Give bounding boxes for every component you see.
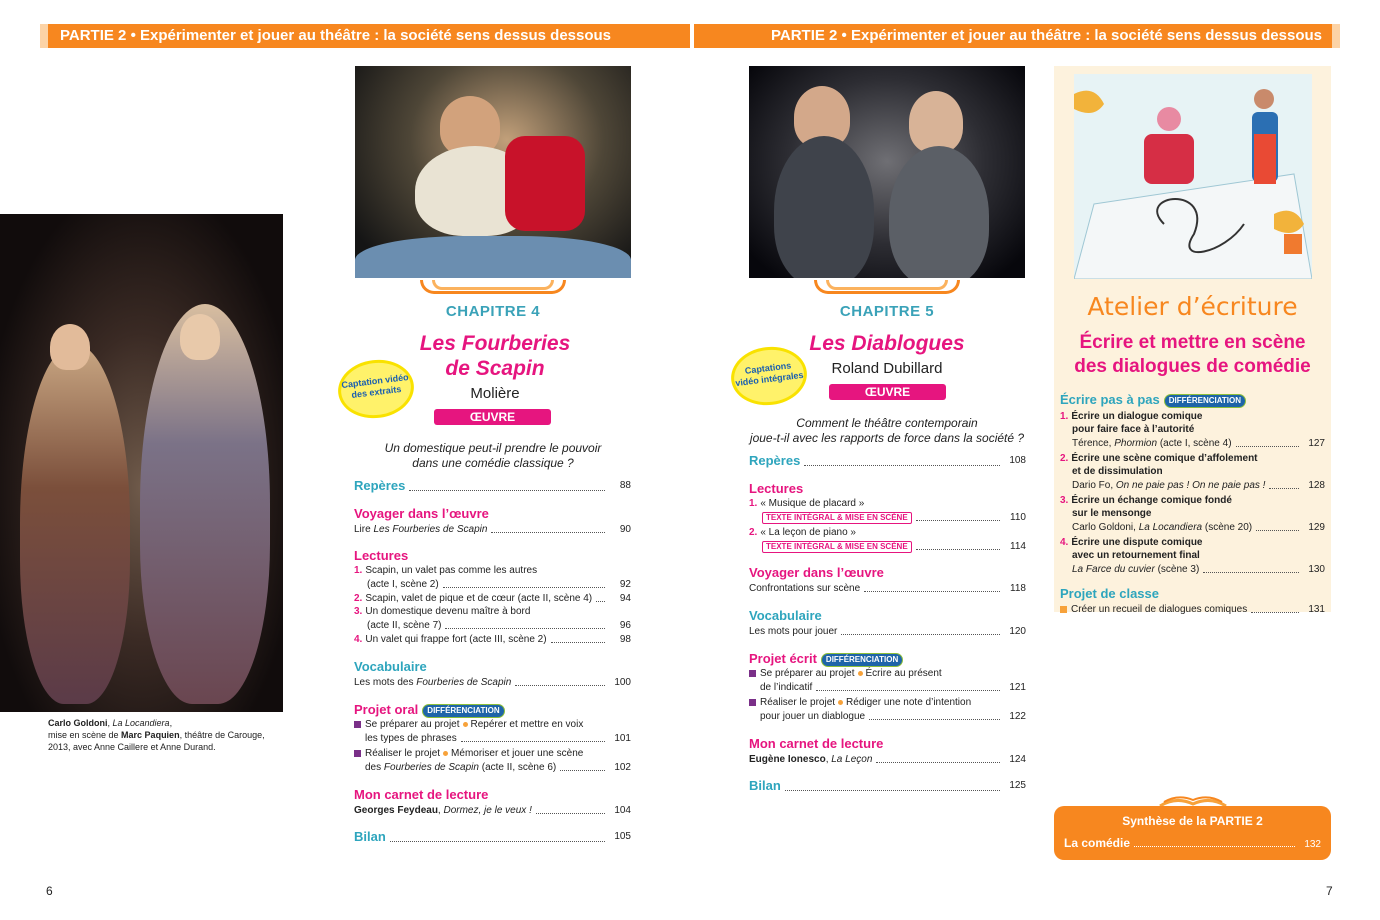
toc5-projet-heading: Projet écrit DIFFÉRENCIATION bbox=[749, 651, 1026, 667]
chapter5-title: Les Diablogues bbox=[809, 332, 965, 355]
toc5-carnet-heading: Mon carnet de lecture bbox=[749, 736, 884, 751]
header-right-cap bbox=[1332, 24, 1340, 48]
toc-projet-1[interactable]: Se préparer au projet Repérer et mettre en voix les types de phrases 101 bbox=[354, 718, 631, 745]
toc-vocabulaire-heading: Vocabulaire bbox=[354, 659, 427, 674]
synthese-item[interactable]: La comédie 132 bbox=[1064, 836, 1321, 850]
atelier-title: Écrire et mettre en scène des dialogues de comédie bbox=[1074, 332, 1311, 377]
atelier-item-2[interactable]: 2. Écrire une scène comique d’affolement et de dissimulation Dario Fo, On ne paie pas ! On ne paie pas ! 128 bbox=[1060, 453, 1325, 491]
toc-vocabulaire-item[interactable]: Les mots des Fourberies de Scapin 100 bbox=[354, 677, 631, 688]
chapter5-number: CHAPITRE 5 bbox=[839, 303, 935, 320]
page-number-right: 7 bbox=[1326, 884, 1333, 898]
video-badge-ch5[interactable]: Captations vidéo intégrales bbox=[728, 343, 811, 410]
toc-voyager-heading: Voyager dans l’œuvre bbox=[354, 506, 489, 521]
chapter4-question: Un domestique peut-il prendre le pouvoir dans une comédie classique ? bbox=[384, 441, 602, 470]
toc5-projet-1[interactable]: Se préparer au projet Écrire au présent de l’indicatif 121 bbox=[749, 667, 1026, 694]
differenciation-badge: DIFFÉRENCIATION bbox=[422, 704, 504, 718]
toc-lecture-3[interactable]: 3. Un domestique devenu maître à bord (acte II, scène 7) 96 bbox=[354, 606, 631, 631]
toc-carnet-item[interactable]: Georges Feydeau, Dormez, je le veux ! 104 bbox=[354, 805, 631, 816]
chapter4-title: Les Fourberies de Scapin bbox=[419, 332, 571, 380]
toc5-lecture-2[interactable]: 2. « La leçon de piano » TEXTE INTÉGRAL & MISE EN SCÈNE 114 bbox=[749, 527, 1026, 552]
toc5-vocabulaire-item[interactable]: Les mots pour jouer 120 bbox=[749, 626, 1026, 637]
chapter5-author: Roland Dubillard bbox=[831, 360, 943, 377]
atelier-illustration bbox=[1074, 74, 1312, 279]
chapter4-author: Molière bbox=[470, 385, 520, 402]
photo-scapin bbox=[355, 66, 631, 278]
projet-de-classe-item[interactable]: Créer un recueil de dialogues comiques 131 bbox=[1060, 603, 1325, 616]
projet-de-classe-heading: Projet de classe bbox=[1060, 586, 1159, 601]
atelier-item-3[interactable]: 3. Écrire un échange comique fondé sur le mensonge Carlo Goldoni, La Locandiera (scène 20) 129 bbox=[1060, 495, 1325, 533]
video-badge-ch4[interactable]: Captation vidéo des extraits bbox=[335, 356, 418, 423]
header-right: PARTIE 2 • Expérimenter et jouer au théâtre : la société sens dessus dessous bbox=[694, 24, 1332, 48]
header-left: PARTIE 2 • Expérimenter et jouer au théâtre : la société sens dessus dessous bbox=[48, 24, 690, 48]
toc5-lecture-1[interactable]: 1. « Musique de placard » TEXTE INTÉGRAL & MISE EN SCÈNE 110 bbox=[749, 498, 1026, 523]
toc5-voyager-item[interactable]: Confrontations sur scène 118 bbox=[749, 583, 1026, 594]
page-number-left: 6 bbox=[46, 884, 53, 898]
toc-lecture-2[interactable]: 2. Scapin, valet de pique et de cœur (acte II, scène 4) 94 bbox=[354, 593, 631, 604]
toc-lecture-1[interactable]: 1. Scapin, un valet pas comme les autres (acte I, scène 2) 92 bbox=[354, 565, 631, 590]
toc5-carnet-item[interactable]: Eugène Ionesco, La Leçon 124 bbox=[749, 754, 1026, 765]
chapter4-number: CHAPITRE 4 bbox=[445, 303, 541, 320]
toc-voyager-item[interactable]: Lire Les Fourberies de Scapin 90 bbox=[354, 524, 631, 535]
chapter5-oeuvre-integrale: ŒUVRE INTÉGRALE bbox=[829, 384, 946, 400]
atelier-item-1[interactable]: 1. Écrire un dialogue comique pour faire face à l’autorité Térence, Phormion (acte I, scène 4) 127 bbox=[1060, 411, 1325, 449]
header-left-cap bbox=[40, 24, 48, 48]
toc5-lectures-heading: Lectures bbox=[749, 481, 804, 496]
photo-caption: Carlo Goldoni, La Locandiera, mise en scène de Marc Paquien, théâtre de Carouge, 2013, avec Anne Caillere et Anne Durand. bbox=[48, 718, 265, 752]
chapter5-toc bbox=[749, 452, 1026, 794]
synthese-title: Synthèse de la PARTIE 2 bbox=[1122, 814, 1263, 828]
atelier-toc bbox=[1060, 392, 1325, 616]
toc-carnet-heading: Mon carnet de lecture bbox=[354, 787, 489, 802]
differenciation-badge: DIFFÉRENCIATION bbox=[1164, 394, 1246, 408]
photo-diablogues bbox=[749, 66, 1025, 278]
atelier-heading: Atelier d’écriture bbox=[1087, 292, 1298, 321]
toc-reperes[interactable]: Repères 88 bbox=[354, 478, 631, 493]
chapter4-toc bbox=[354, 477, 631, 845]
synthese-box[interactable] bbox=[1054, 806, 1331, 860]
toc-lecture-4[interactable]: 4. Un valet qui frappe fort (acte III, scène 2) 98 bbox=[354, 634, 631, 645]
atelier-panel bbox=[1054, 66, 1331, 615]
differenciation-badge: DIFFÉRENCIATION bbox=[821, 653, 903, 667]
chapter5-question: Comment le théâtre contemporain joue-t-il avec les rapports de force dans la société ? bbox=[749, 416, 1025, 445]
toc5-voyager-heading: Voyager dans l’œuvre bbox=[749, 565, 884, 580]
toc-projet-heading: Projet oral DIFFÉRENCIATION bbox=[354, 702, 631, 718]
toc-lectures-heading: Lectures bbox=[354, 548, 409, 563]
toc-projet-2[interactable]: Réaliser le projet Mémoriser et jouer une scène des Fourberies de Scapin (acte II, scène 6) 102 bbox=[354, 747, 631, 774]
toc5-projet-2[interactable]: Réaliser le projet Rédiger une note d’intention pour jouer un diablogue 122 bbox=[749, 696, 1026, 723]
toc5-vocabulaire-heading: Vocabulaire bbox=[749, 608, 822, 623]
toc5-bilan[interactable]: Bilan 125 bbox=[749, 778, 1026, 793]
toc-bilan[interactable]: Bilan 105 bbox=[354, 829, 631, 844]
atelier-item-4[interactable]: 4. Écrire une dispute comique avec un retournement final La Farce du cuvier (scène 3) 130 bbox=[1060, 537, 1325, 575]
toc5-reperes[interactable]: Repères 108 bbox=[749, 453, 1026, 468]
chapter4-oeuvre-integrale: ŒUVRE INTÉGRALE bbox=[434, 409, 551, 425]
ecrire-pas-a-pas-heading: Écrire pas à pas DIFFÉRENCIATION bbox=[1060, 392, 1325, 408]
photo-la-locandiera bbox=[0, 214, 283, 712]
